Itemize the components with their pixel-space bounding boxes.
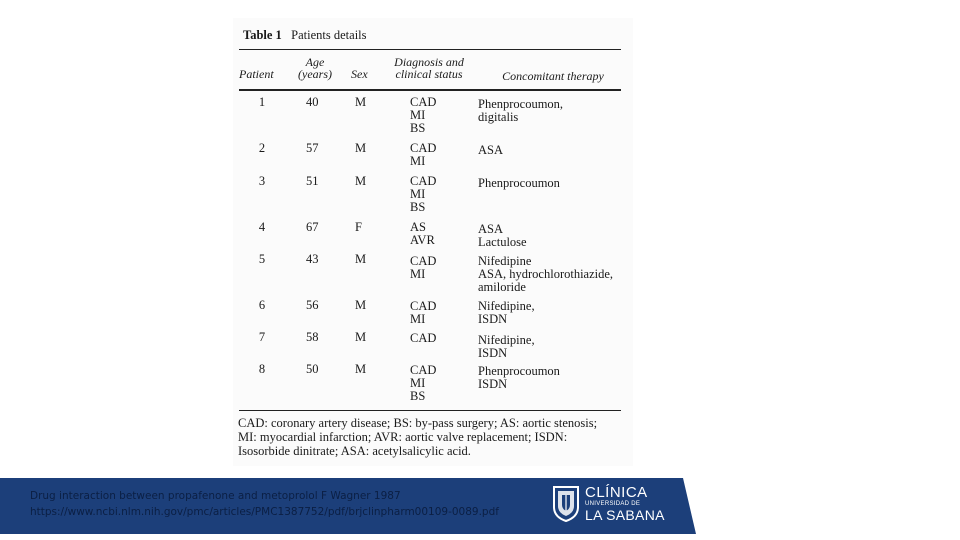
table-caption: Patients details <box>291 28 367 42</box>
cell-patient: 7 <box>258 330 266 344</box>
header-age-line2: (years) <box>298 67 332 81</box>
header-sex: Sex <box>351 67 368 81</box>
patients-table-image <box>233 18 633 466</box>
diagnosis-item: BS <box>410 121 426 135</box>
cell-sex: M <box>355 252 367 266</box>
diagnosis-item: MI <box>410 154 426 168</box>
cell-therapy <box>478 223 527 249</box>
table-title <box>243 28 367 43</box>
cell-therapy <box>478 365 560 391</box>
therapy-item: Lactulose <box>478 235 527 249</box>
table-bottom-rule <box>239 410 621 411</box>
diagnosis-item: BS <box>410 200 426 214</box>
therapy-item: ISDN <box>478 312 508 326</box>
header-age-line1: Age <box>305 55 325 69</box>
legend-line: CAD: coronary artery disease; BS: by-pass surgery; AS: aortic stenosis; <box>238 416 598 430</box>
citation <box>30 488 499 520</box>
diagnosis-item: MI <box>410 376 426 390</box>
cell-sex: M <box>355 362 367 376</box>
therapy-item: Nifedipine, <box>478 299 535 313</box>
cell-diagnosis <box>410 364 436 403</box>
diagnosis-item: CAD <box>410 141 437 155</box>
diagnosis-item: AS <box>410 220 426 234</box>
cell-age: 56 <box>306 298 319 312</box>
diagnosis-item: CAD <box>410 299 437 313</box>
cell-diagnosis <box>410 142 436 168</box>
legend-line: MI: myocardial infarction; AVR: aortic valve replacement; ISDN: <box>238 430 568 444</box>
cell-age: 58 <box>306 330 319 344</box>
diagnosis-item: CAD <box>410 363 437 377</box>
diagnosis-item: MI <box>410 267 426 281</box>
table-label: Table 1 <box>243 28 282 42</box>
cell-sex: M <box>355 174 367 188</box>
diagnosis-item: AVR <box>410 233 435 247</box>
therapy-item: ISDN <box>478 346 508 360</box>
header-diagnosis <box>385 56 473 80</box>
therapy-item: ASA <box>478 222 504 236</box>
citation-text: Drug interaction between propafenone and metoprolol F Wagner 1987 <box>30 490 401 502</box>
cell-age: 57 <box>306 141 319 155</box>
cell-patient: 2 <box>258 141 266 155</box>
diagnosis-item: CAD <box>410 331 437 345</box>
diagnosis-item: BS <box>410 389 426 403</box>
diagnosis-item: CAD <box>410 95 437 109</box>
cell-therapy <box>478 334 535 360</box>
cell-sex: M <box>355 330 367 344</box>
cell-sex: M <box>355 141 367 155</box>
logo-line-universidad: UNIVERSIDAD DE <box>585 501 641 507</box>
therapy-item: ISDN <box>478 377 508 391</box>
logo-text <box>585 485 665 523</box>
diagnosis-item: MI <box>410 312 426 326</box>
cell-age: 40 <box>306 95 319 109</box>
header-diagnosis-line1: Diagnosis and <box>394 55 464 69</box>
cell-age: 67 <box>306 220 319 234</box>
cell-patient: 6 <box>258 298 266 312</box>
diagnosis-item: CAD <box>410 174 437 188</box>
cell-diagnosis <box>410 255 436 281</box>
therapy-item: Phenprocoumon <box>478 176 560 190</box>
logo-line-clinica: CLÍNICA <box>585 484 648 501</box>
diagnosis-item: MI <box>410 187 426 201</box>
therapy-item: Nifedipine <box>478 254 532 268</box>
cell-patient: 8 <box>258 362 266 376</box>
cell-sex: M <box>355 95 367 109</box>
cell-diagnosis <box>410 300 436 326</box>
cell-age: 50 <box>306 362 319 376</box>
header-age <box>295 56 335 80</box>
therapy-item: Phenprocoumon <box>478 364 560 378</box>
therapy-item: Phenprocoumon, <box>478 97 564 111</box>
cell-therapy <box>478 177 560 190</box>
cell-diagnosis <box>410 221 435 247</box>
table-top-rule <box>239 49 621 50</box>
cell-therapy <box>478 98 563 124</box>
cell-therapy <box>478 144 503 157</box>
cell-sex: F <box>355 220 362 234</box>
clinic-logo <box>552 485 678 525</box>
table-header-rule <box>239 89 621 91</box>
cell-patient: 4 <box>258 220 266 234</box>
cell-patient: 3 <box>258 174 266 188</box>
diagnosis-item: MI <box>410 108 426 122</box>
cell-patient: 5 <box>258 252 266 266</box>
cell-diagnosis <box>410 175 436 214</box>
shield-icon <box>552 485 580 523</box>
citation-link[interactable]: https://www.ncbi.nlm.nih.gov/pmc/articles/PMC1387752/pdf/brjclinpharm00109-0089.pdf <box>30 506 499 518</box>
diagnosis-item: CAD <box>410 254 437 268</box>
header-diagnosis-line2: clinical status <box>395 67 463 81</box>
therapy-item: amiloride <box>478 280 526 294</box>
cell-age: 43 <box>306 252 319 266</box>
cell-diagnosis <box>410 332 436 345</box>
cell-sex: M <box>355 298 367 312</box>
cell-age: 51 <box>306 174 319 188</box>
cell-diagnosis <box>410 96 436 135</box>
header-patient: Patient <box>239 67 274 81</box>
cell-therapy <box>478 255 613 294</box>
cell-patient: 1 <box>258 95 266 109</box>
therapy-item: ASA <box>478 143 504 157</box>
cell-therapy <box>478 300 535 326</box>
therapy-item: Nifedipine, <box>478 333 535 347</box>
therapy-item: ASA, hydrochlorothiazide, <box>478 267 614 281</box>
header-therapy: Concomitant therapy <box>502 69 604 83</box>
therapy-item: digitalis <box>478 110 519 124</box>
table-legend <box>238 416 628 458</box>
legend-line: Isosorbide dinitrate; ASA: acetylsalicylic acid. <box>238 444 471 458</box>
logo-line-sabana: LA SABANA <box>585 507 665 523</box>
